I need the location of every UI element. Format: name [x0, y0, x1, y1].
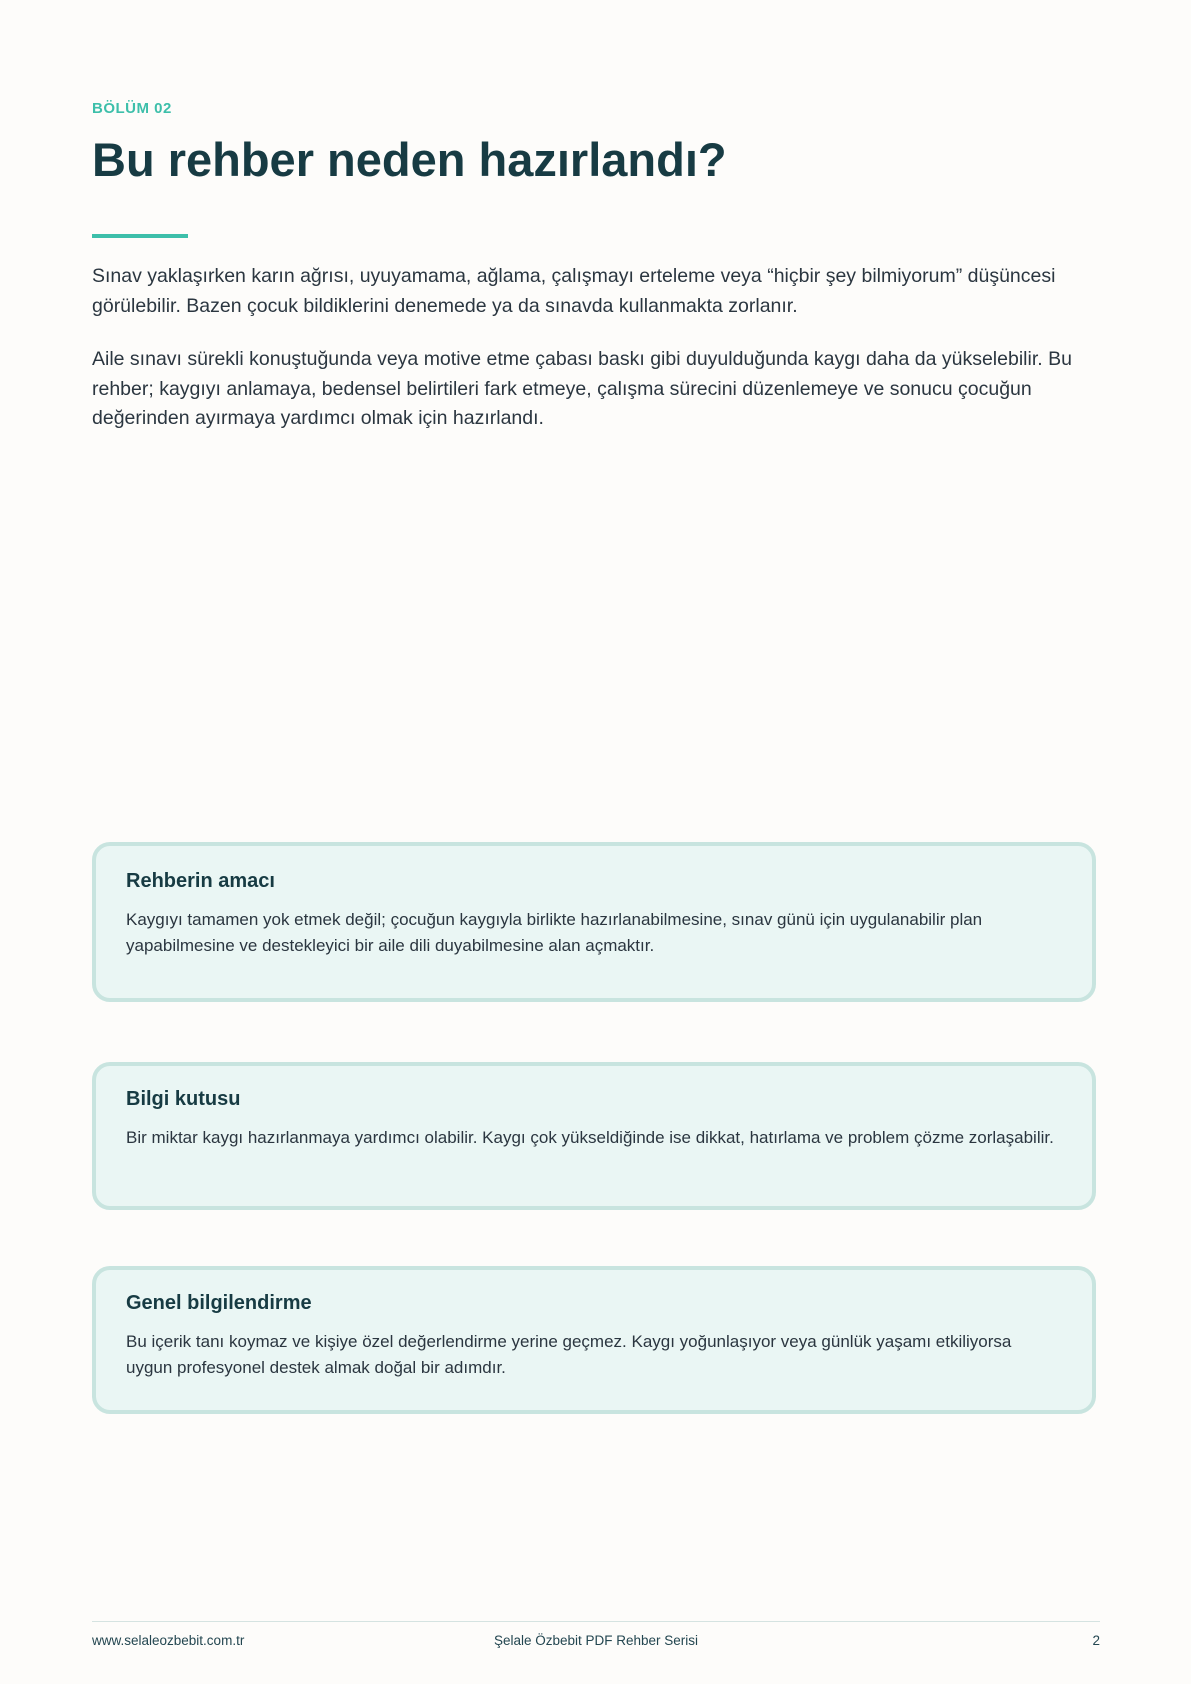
- intro-paragraph: Sınav yaklaşırken karın ağrısı, uyuyamama, ağlama, çalışmayı erteleme veya “hiçbir şey bilmiyorum” düşüncesi görülebilir. Bazen çocuk bildiklerini denemede ya da sınavda kullanmakta zorlanır.: [92, 265, 1056, 317]
- card-body: Kaygıyı tamamen yok etmek değil; çocuğun kaygıyla birlikte hazırlanabilmesine, sınav günü için uygulanabilir plan yapabilmesine ve destekleyici bir aile dili duyabilmesine alan açmaktır.: [126, 910, 983, 955]
- card-heading: Rehberin amacı: [126, 870, 275, 892]
- page-number: 2: [1092, 1633, 1100, 1648]
- document-page: [92, 0, 1100, 1684]
- card-body: Bir miktar kaygı hazırlanmaya yardımcı olabilir. Kaygı çok yükseldiğinde ise dikkat, hatırlama ve problem çözme zorlaşabilir.: [126, 1128, 1054, 1147]
- card-body: Bu içerik tanı koymaz ve kişiye özel değerlendirme yerine geçmez. Kaygı yoğunlaşıyor veya günlük yaşamı etkiliyorsa uygun profesyonel destek almak doğal bir adımdır.: [126, 1332, 1012, 1377]
- info-box-card: [92, 1062, 1096, 1210]
- footer-series-title: Şelale Özbebit PDF Rehber Serisi: [493, 1633, 699, 1648]
- section-label: BÖLÜM 02: [92, 100, 172, 117]
- general-info-card: [92, 1266, 1096, 1414]
- footer-divider: [92, 1621, 1100, 1622]
- intro-section: [92, 262, 1100, 458]
- card-heading: Genel bilgilendirme: [126, 1292, 312, 1314]
- intro-paragraph: Aile sınavı sürekli konuştuğunda veya motive etme çabası baskı gibi duyulduğunda kaygı daha da yükselebilir. Bu rehber; kaygıyı anlamaya, bedensel belirtileri fark etmeye, çalışma sürecini düzenlemeye ve sonucu çocuğun değerinden ayırmaya yardımcı olmak için hazırlandı.: [92, 348, 1072, 429]
- accent-divider: [92, 234, 188, 238]
- footer-website-link[interactable]: www.selaleozbebit.com.tr: [92, 1633, 245, 1648]
- card-heading: Bilgi kutusu: [126, 1088, 241, 1110]
- page-title: Bu rehber neden hazırlandı?: [92, 133, 727, 186]
- purpose-card: [92, 842, 1096, 1002]
